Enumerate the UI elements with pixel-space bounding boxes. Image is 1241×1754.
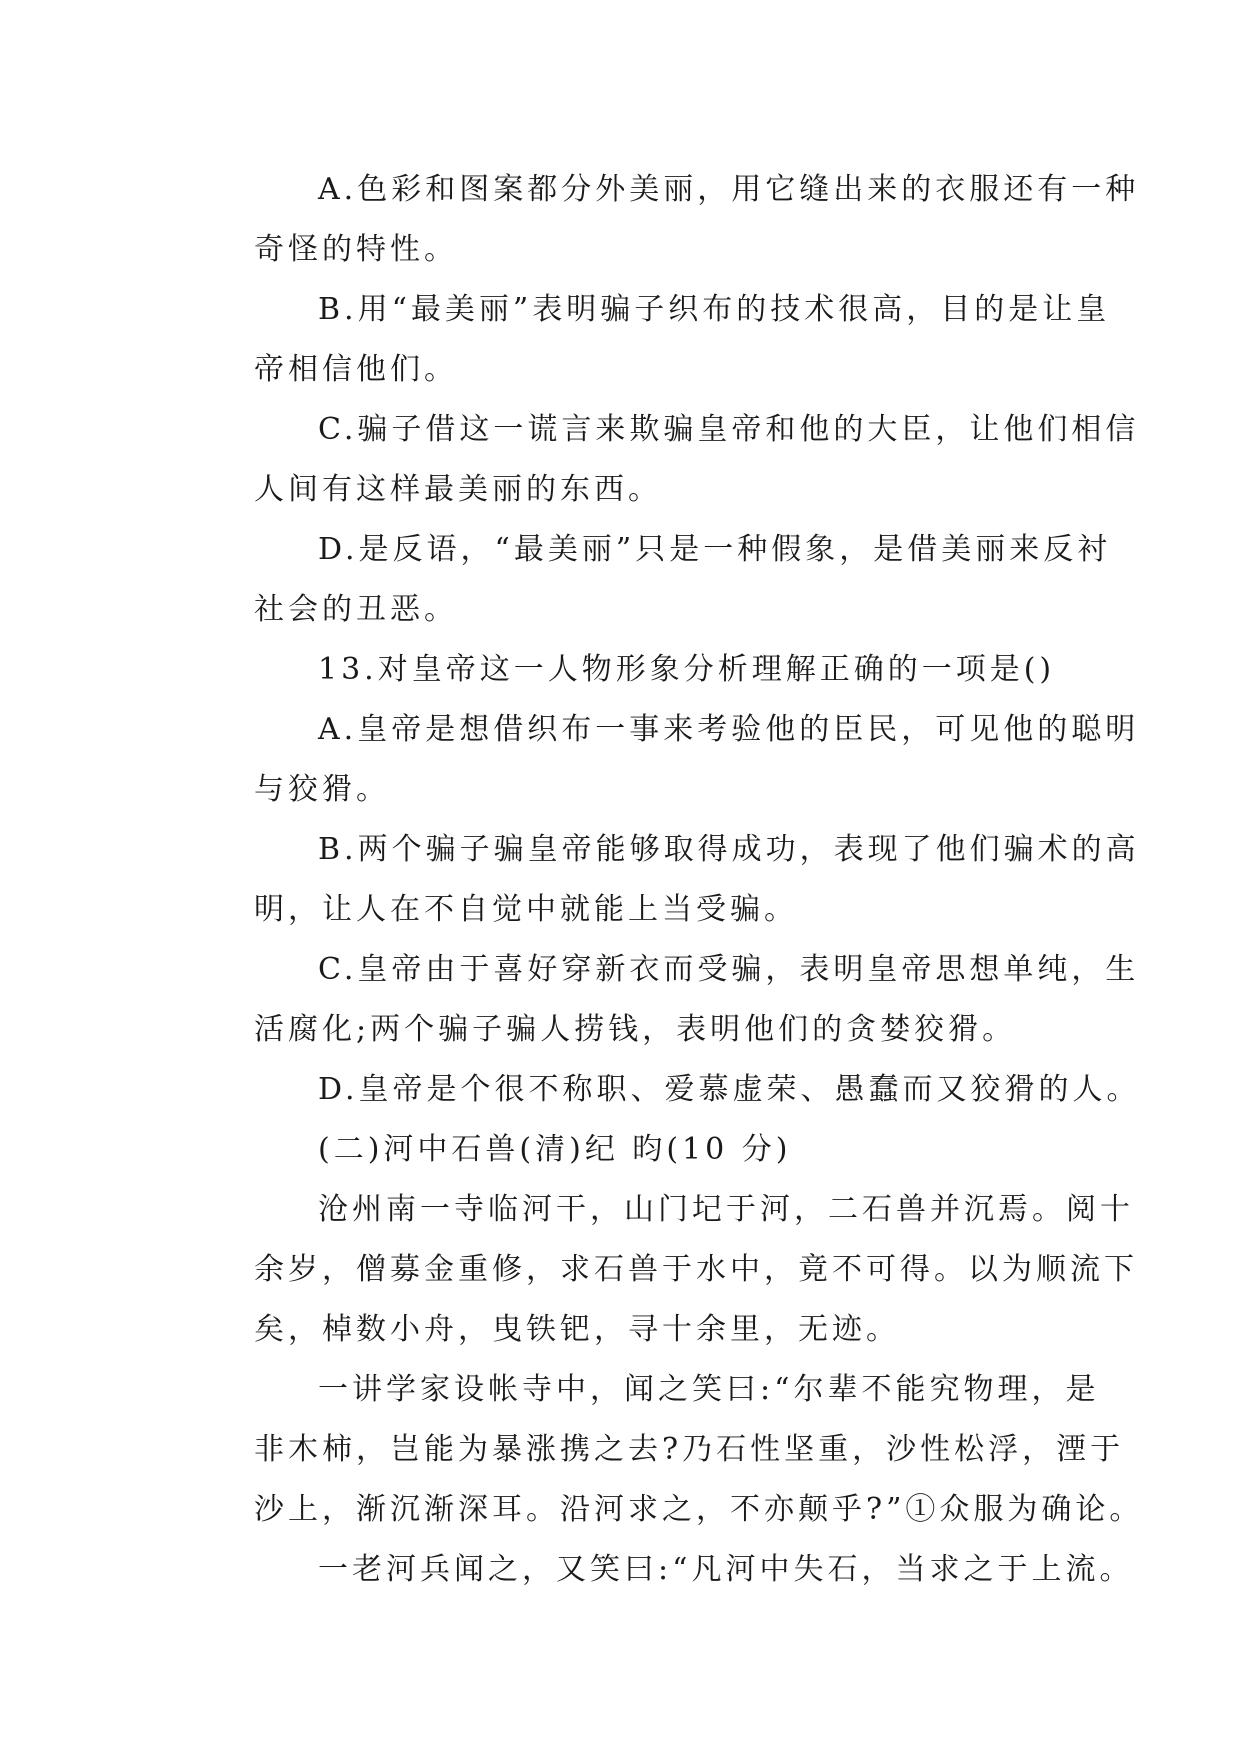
text-line: 余岁，僧募金重修，求石兽于水中，竟不可得。以为顺流下 — [254, 1252, 1138, 1287]
paragraph-passage-2 — [190, 1360, 1144, 1540]
text-line: 社会的丑恶。 — [254, 592, 458, 627]
paragraph-option-a-1 — [190, 160, 1140, 280]
text-line: 矣，棹数小舟，曳铁钯，寻十余里，无迹。 — [254, 1312, 900, 1347]
paragraph-option-c-1 — [190, 400, 1140, 520]
text-line: 13.对皇帝这一人物形象分析理解正确的一项是() — [318, 652, 1056, 687]
text-line: D.皇帝是个很不称职、爱慕虚荣、愚蠢而又狡猾的人。 — [318, 1072, 1141, 1107]
text-line: A.皇帝是想借织布一事来考验他的臣民，可见他的聪明 — [318, 712, 1140, 747]
paragraph-question-13 — [190, 640, 1070, 700]
text-line: B.两个骗子骗皇帝能够取得成功，表现了他们骗术的高 — [318, 832, 1140, 867]
paragraph-passage-1 — [190, 1180, 1138, 1360]
paragraph-option-c-2 — [190, 940, 1140, 1060]
text-line: C.骗子借这一谎言来欺骗皇帝和他的大臣，让他们相信 — [318, 412, 1140, 447]
text-line: D.是反语，“最美丽”只是一种假象，是借美丽来反衬 — [318, 532, 1112, 567]
text-line: 人间有这样最美丽的东西。 — [254, 472, 662, 507]
paragraph-option-a-2 — [190, 700, 1140, 820]
paragraph-option-d-2 — [190, 1060, 1141, 1120]
paragraph-option-d-1 — [190, 520, 1112, 640]
paragraph-passage-3 — [190, 1540, 1134, 1600]
text-line: 沧州南一寺临河干，山门圮于河，二石兽并沉焉。阅十 — [318, 1192, 1134, 1227]
text-line: (二)河中石兽(清)纪 昀(10 分) — [318, 1132, 792, 1167]
paragraph-option-b-1 — [190, 280, 1111, 400]
document-page — [190, 160, 1144, 1600]
text-line: A.色彩和图案都分外美丽，用它缝出来的衣服还有一种 — [318, 172, 1140, 207]
text-line: 一老河兵闻之，又笑曰:“凡河中失石，当求之于上流。 — [318, 1552, 1134, 1587]
text-line: 奇怪的特性。 — [254, 232, 458, 267]
text-line: 活腐化;两个骗子骗人捞钱，表明他们的贪婪狡猾。 — [254, 1012, 1017, 1047]
text-line: C.皇帝由于喜好穿新衣而受骗，表明皇帝思想单纯，生 — [318, 952, 1140, 987]
text-line: 明，让人在不自觉中就能上当受骗。 — [254, 892, 798, 927]
text-line: 沙上，渐沉渐深耳。沿河求之，不亦颠乎?”①众服为确论。 — [254, 1492, 1144, 1527]
paragraph-section-heading — [190, 1120, 1070, 1180]
text-line: 帝相信他们。 — [254, 352, 458, 387]
text-line: 与狡猾。 — [254, 772, 390, 807]
text-line: 非木柿，岂能为暴涨携之去?乃石性坚重，沙性松浮，湮于 — [254, 1432, 1125, 1467]
text-line: 一讲学家设帐寺中，闻之笑曰:“尔辈不能究物理，是 — [318, 1372, 1100, 1407]
text-line: B.用“最美丽”表明骗子织布的技术很高，目的是让皇 — [318, 292, 1111, 327]
paragraph-option-b-2 — [190, 820, 1140, 940]
